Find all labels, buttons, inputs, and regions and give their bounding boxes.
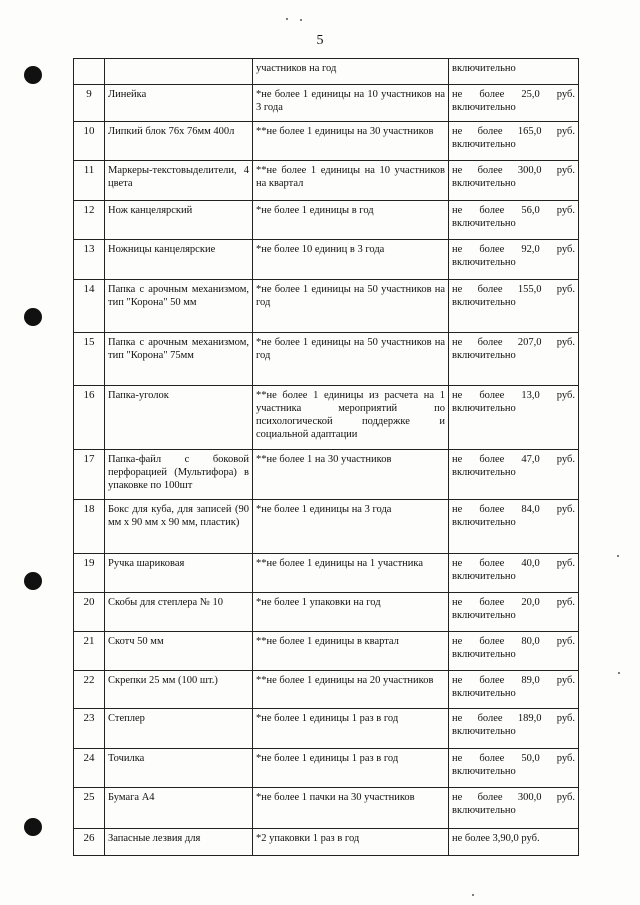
item-price: не более 25,0 руб. включительно [449, 85, 579, 122]
item-price: не более 47,0 руб. включительно [449, 450, 579, 500]
item-name: Степлер [105, 709, 253, 749]
table-row [74, 386, 579, 450]
item-name: Папка с арочным механизмом, тип "Корона" 50 мм [105, 280, 253, 333]
table-row [74, 201, 579, 240]
item-name: Ножницы канцелярские [105, 240, 253, 280]
table-row [74, 500, 579, 554]
item-name: Линейка [105, 85, 253, 122]
table-row [74, 709, 579, 749]
item-price: не более 207,0 руб. включительно [449, 333, 579, 386]
row-number: 21 [74, 632, 105, 671]
item-price: не более 300,0 руб. включительно [449, 788, 579, 829]
table-row [74, 122, 579, 161]
row-number: 10 [74, 122, 105, 161]
item-price: не более 56,0 руб. включительно [449, 201, 579, 240]
item-norm: **не более 1 единицы из расчета на 1 участника мероприятий по психологической поддержке и социальной адаптации [253, 386, 449, 450]
item-name: Липкий блок 76х 76мм 400л [105, 122, 253, 161]
table-row [74, 59, 579, 85]
punch-hole-icon [24, 572, 42, 590]
item-name: Скотч 50 мм [105, 632, 253, 671]
punch-hole-icon [24, 308, 42, 326]
item-name: Бокс для куба, для записей (90 мм х 90 мм х 90 мм, пластик) [105, 500, 253, 554]
item-norm: *не более 1 единицы 1 раз в год [253, 749, 449, 788]
item-name: Папка-уголок [105, 386, 253, 450]
item-name: Папка с арочным механизмом, тип "Корона" 75мм [105, 333, 253, 386]
item-name [105, 59, 253, 85]
row-number: 16 [74, 386, 105, 450]
item-price: не более 92,0 руб. включительно [449, 240, 579, 280]
table-row [74, 450, 579, 500]
supplies-table [73, 58, 579, 856]
item-name: Нож канцелярский [105, 201, 253, 240]
item-norm: *не более 1 упаковки на год [253, 593, 449, 632]
row-number: 15 [74, 333, 105, 386]
item-norm: *не более 1 единицы на 3 года [253, 500, 449, 554]
row-number: 22 [74, 671, 105, 709]
item-norm: *не более 1 единицы на 50 участников на год [253, 280, 449, 333]
table-row [74, 240, 579, 280]
item-name: Ручка шариковая [105, 554, 253, 593]
item-norm: **не более 1 единицы в квартал [253, 632, 449, 671]
table-row [74, 829, 579, 856]
row-number: 14 [74, 280, 105, 333]
row-number: 20 [74, 593, 105, 632]
item-norm: **не более 1 единицы на 30 участников [253, 122, 449, 161]
table-row [74, 593, 579, 632]
item-price: не более 80,0 руб. включительно [449, 632, 579, 671]
row-number: 23 [74, 709, 105, 749]
scan-speck [618, 672, 620, 674]
item-norm: *не более 1 единицы на 10 участников на 3 года [253, 85, 449, 122]
row-number: 19 [74, 554, 105, 593]
item-norm: *не более 10 единиц в 3 года [253, 240, 449, 280]
item-norm: **не более 1 единицы на 20 участников [253, 671, 449, 709]
row-number: 11 [74, 161, 105, 201]
table-row [74, 749, 579, 788]
item-name: Скобы для степлера № 10 [105, 593, 253, 632]
table-row [74, 554, 579, 593]
item-norm: **не более 1 единицы на 10 участников на квартал [253, 161, 449, 201]
item-norm: *не более 1 единицы в год [253, 201, 449, 240]
table-row [74, 85, 579, 122]
scan-speck [472, 894, 474, 896]
row-number: 12 [74, 201, 105, 240]
item-norm: *2 упаковки 1 раз в год [253, 829, 449, 856]
item-norm: *не более 1 единицы 1 раз в год [253, 709, 449, 749]
scan-speck [286, 18, 288, 20]
item-norm: **не более 1 единицы на 1 участника [253, 554, 449, 593]
table-row [74, 788, 579, 829]
item-name: Бумага А4 [105, 788, 253, 829]
item-price: не более 155,0 руб. включительно [449, 280, 579, 333]
item-price: не более 165,0 руб. включительно [449, 122, 579, 161]
table-row [74, 671, 579, 709]
item-price: включительно [449, 59, 579, 85]
row-number: 17 [74, 450, 105, 500]
item-price: не более 13,0 руб. включительно [449, 386, 579, 450]
row-number: 25 [74, 788, 105, 829]
punch-hole-icon [24, 818, 42, 836]
row-number: 13 [74, 240, 105, 280]
item-price: не более 300,0 руб. включительно [449, 161, 579, 201]
item-norm: *не более 1 единицы на 50 участников на год [253, 333, 449, 386]
item-price: не более 89,0 руб. включительно [449, 671, 579, 709]
row-number [74, 59, 105, 85]
item-name: Запасные лезвия для [105, 829, 253, 856]
table-row [74, 280, 579, 333]
item-name: Папка-файл с боковой перфорацией (Мультифора) в упаковке по 100шт [105, 450, 253, 500]
row-number: 26 [74, 829, 105, 856]
item-norm: *не более 1 пачки на 30 участников [253, 788, 449, 829]
item-price: не более 20,0 руб. включительно [449, 593, 579, 632]
table-row [74, 161, 579, 201]
scan-speck [300, 19, 302, 21]
table-row [74, 632, 579, 671]
item-name: Точилка [105, 749, 253, 788]
row-number: 24 [74, 749, 105, 788]
row-number: 18 [74, 500, 105, 554]
item-norm: **не более 1 на 30 участников [253, 450, 449, 500]
item-price: не более 3,90,0 руб. [449, 829, 579, 856]
item-price: не более 84,0 руб. включительно [449, 500, 579, 554]
item-name: Скрепки 25 мм (100 шт.) [105, 671, 253, 709]
item-price: не более 189,0 руб. включительно [449, 709, 579, 749]
item-name: Маркеры-текстовыделители, 4 цвета [105, 161, 253, 201]
item-price: не более 50,0 руб. включительно [449, 749, 579, 788]
table-row [74, 333, 579, 386]
item-price: не более 40,0 руб. включительно [449, 554, 579, 593]
item-norm: участников на год [253, 59, 449, 85]
punch-hole-icon [24, 66, 42, 84]
row-number: 9 [74, 85, 105, 122]
page-number: 5 [316, 33, 324, 48]
scan-speck [617, 555, 619, 557]
